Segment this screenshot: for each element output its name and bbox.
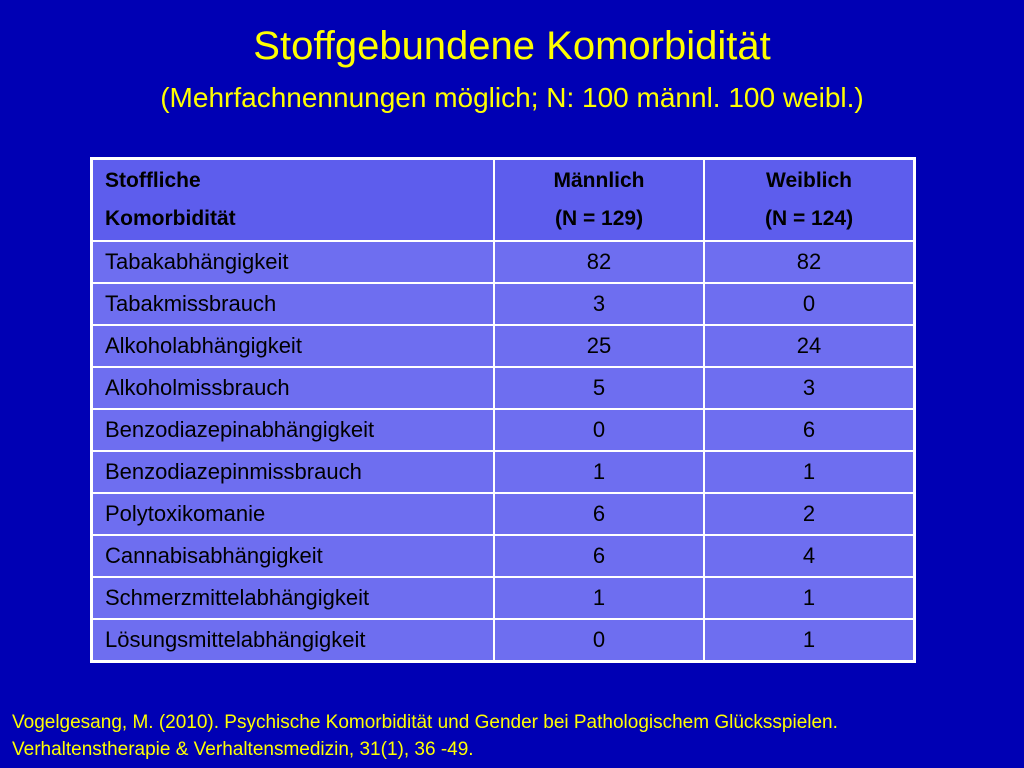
row-label: Cannabisabhängigkeit — [92, 535, 495, 577]
row-female-value: 0 — [704, 283, 914, 325]
row-label: Polytoxikomanie — [92, 493, 495, 535]
header-female — [704, 159, 914, 242]
row-female-value: 24 — [704, 325, 914, 367]
row-female-value: 2 — [704, 493, 914, 535]
row-female-value: 1 — [704, 577, 914, 619]
table-row — [92, 283, 915, 325]
table-row — [92, 409, 915, 451]
slide-subtitle: (Mehrfachnennungen möglich; N: 100 männl. 100 weibl.) — [160, 82, 864, 113]
row-label: Alkoholabhängigkeit — [92, 325, 495, 367]
row-male-value: 3 — [494, 283, 704, 325]
row-label: Benzodiazepinabhängigkeit — [92, 409, 495, 451]
row-male-value: 0 — [494, 409, 704, 451]
row-male-value: 6 — [494, 493, 704, 535]
header-male-line2: (N = 129) — [554, 207, 644, 230]
row-male-value: 25 — [494, 325, 704, 367]
table-row — [92, 577, 915, 619]
row-label: Tabakabhängigkeit — [92, 241, 495, 283]
row-label: Schmerzmittelabhängigkeit — [92, 577, 495, 619]
header-male — [494, 159, 704, 242]
row-label: Lösungsmittelabhängigkeit — [92, 619, 495, 662]
table-row — [92, 325, 915, 367]
row-female-value: 3 — [704, 367, 914, 409]
slide-title: Stoffgebundene Komorbidität — [253, 24, 771, 68]
table-row — [92, 241, 915, 283]
table-row — [92, 535, 915, 577]
row-label: Alkoholmissbrauch — [92, 367, 495, 409]
citation-line2: Verhaltenstherapie & Verhaltensmedizin, 31(1), 36 -49. — [12, 739, 474, 760]
table-row — [92, 493, 915, 535]
header-female-line2: (N = 124) — [764, 207, 854, 230]
table-row — [92, 367, 915, 409]
header-female-line1: Weiblich — [766, 169, 852, 192]
row-female-value: 4 — [704, 535, 914, 577]
header-male-line1: Männlich — [553, 169, 645, 192]
table-row — [92, 451, 915, 493]
header-substance-line2: Komorbidität — [105, 207, 236, 230]
row-male-value: 0 — [494, 619, 704, 662]
row-label: Benzodiazepinmissbrauch — [92, 451, 495, 493]
row-female-value: 1 — [704, 451, 914, 493]
row-female-value: 1 — [704, 619, 914, 662]
comorbidity-table — [90, 157, 916, 663]
row-female-value: 82 — [704, 241, 914, 283]
row-male-value: 6 — [494, 535, 704, 577]
citation — [12, 709, 838, 763]
citation-line1: Vogelgesang, M. (2010). Psychische Komorbidität und Gender bei Pathologischem Glücksspielen. — [12, 712, 838, 733]
header-substance-line1: Stoffliche — [105, 169, 201, 192]
row-male-value: 5 — [494, 367, 704, 409]
table-header-row — [92, 159, 915, 242]
table-row — [92, 619, 915, 662]
header-substance — [92, 159, 495, 242]
row-male-value: 82 — [494, 241, 704, 283]
row-male-value: 1 — [494, 451, 704, 493]
row-male-value: 1 — [494, 577, 704, 619]
row-female-value: 6 — [704, 409, 914, 451]
row-label: Tabakmissbrauch — [92, 283, 495, 325]
